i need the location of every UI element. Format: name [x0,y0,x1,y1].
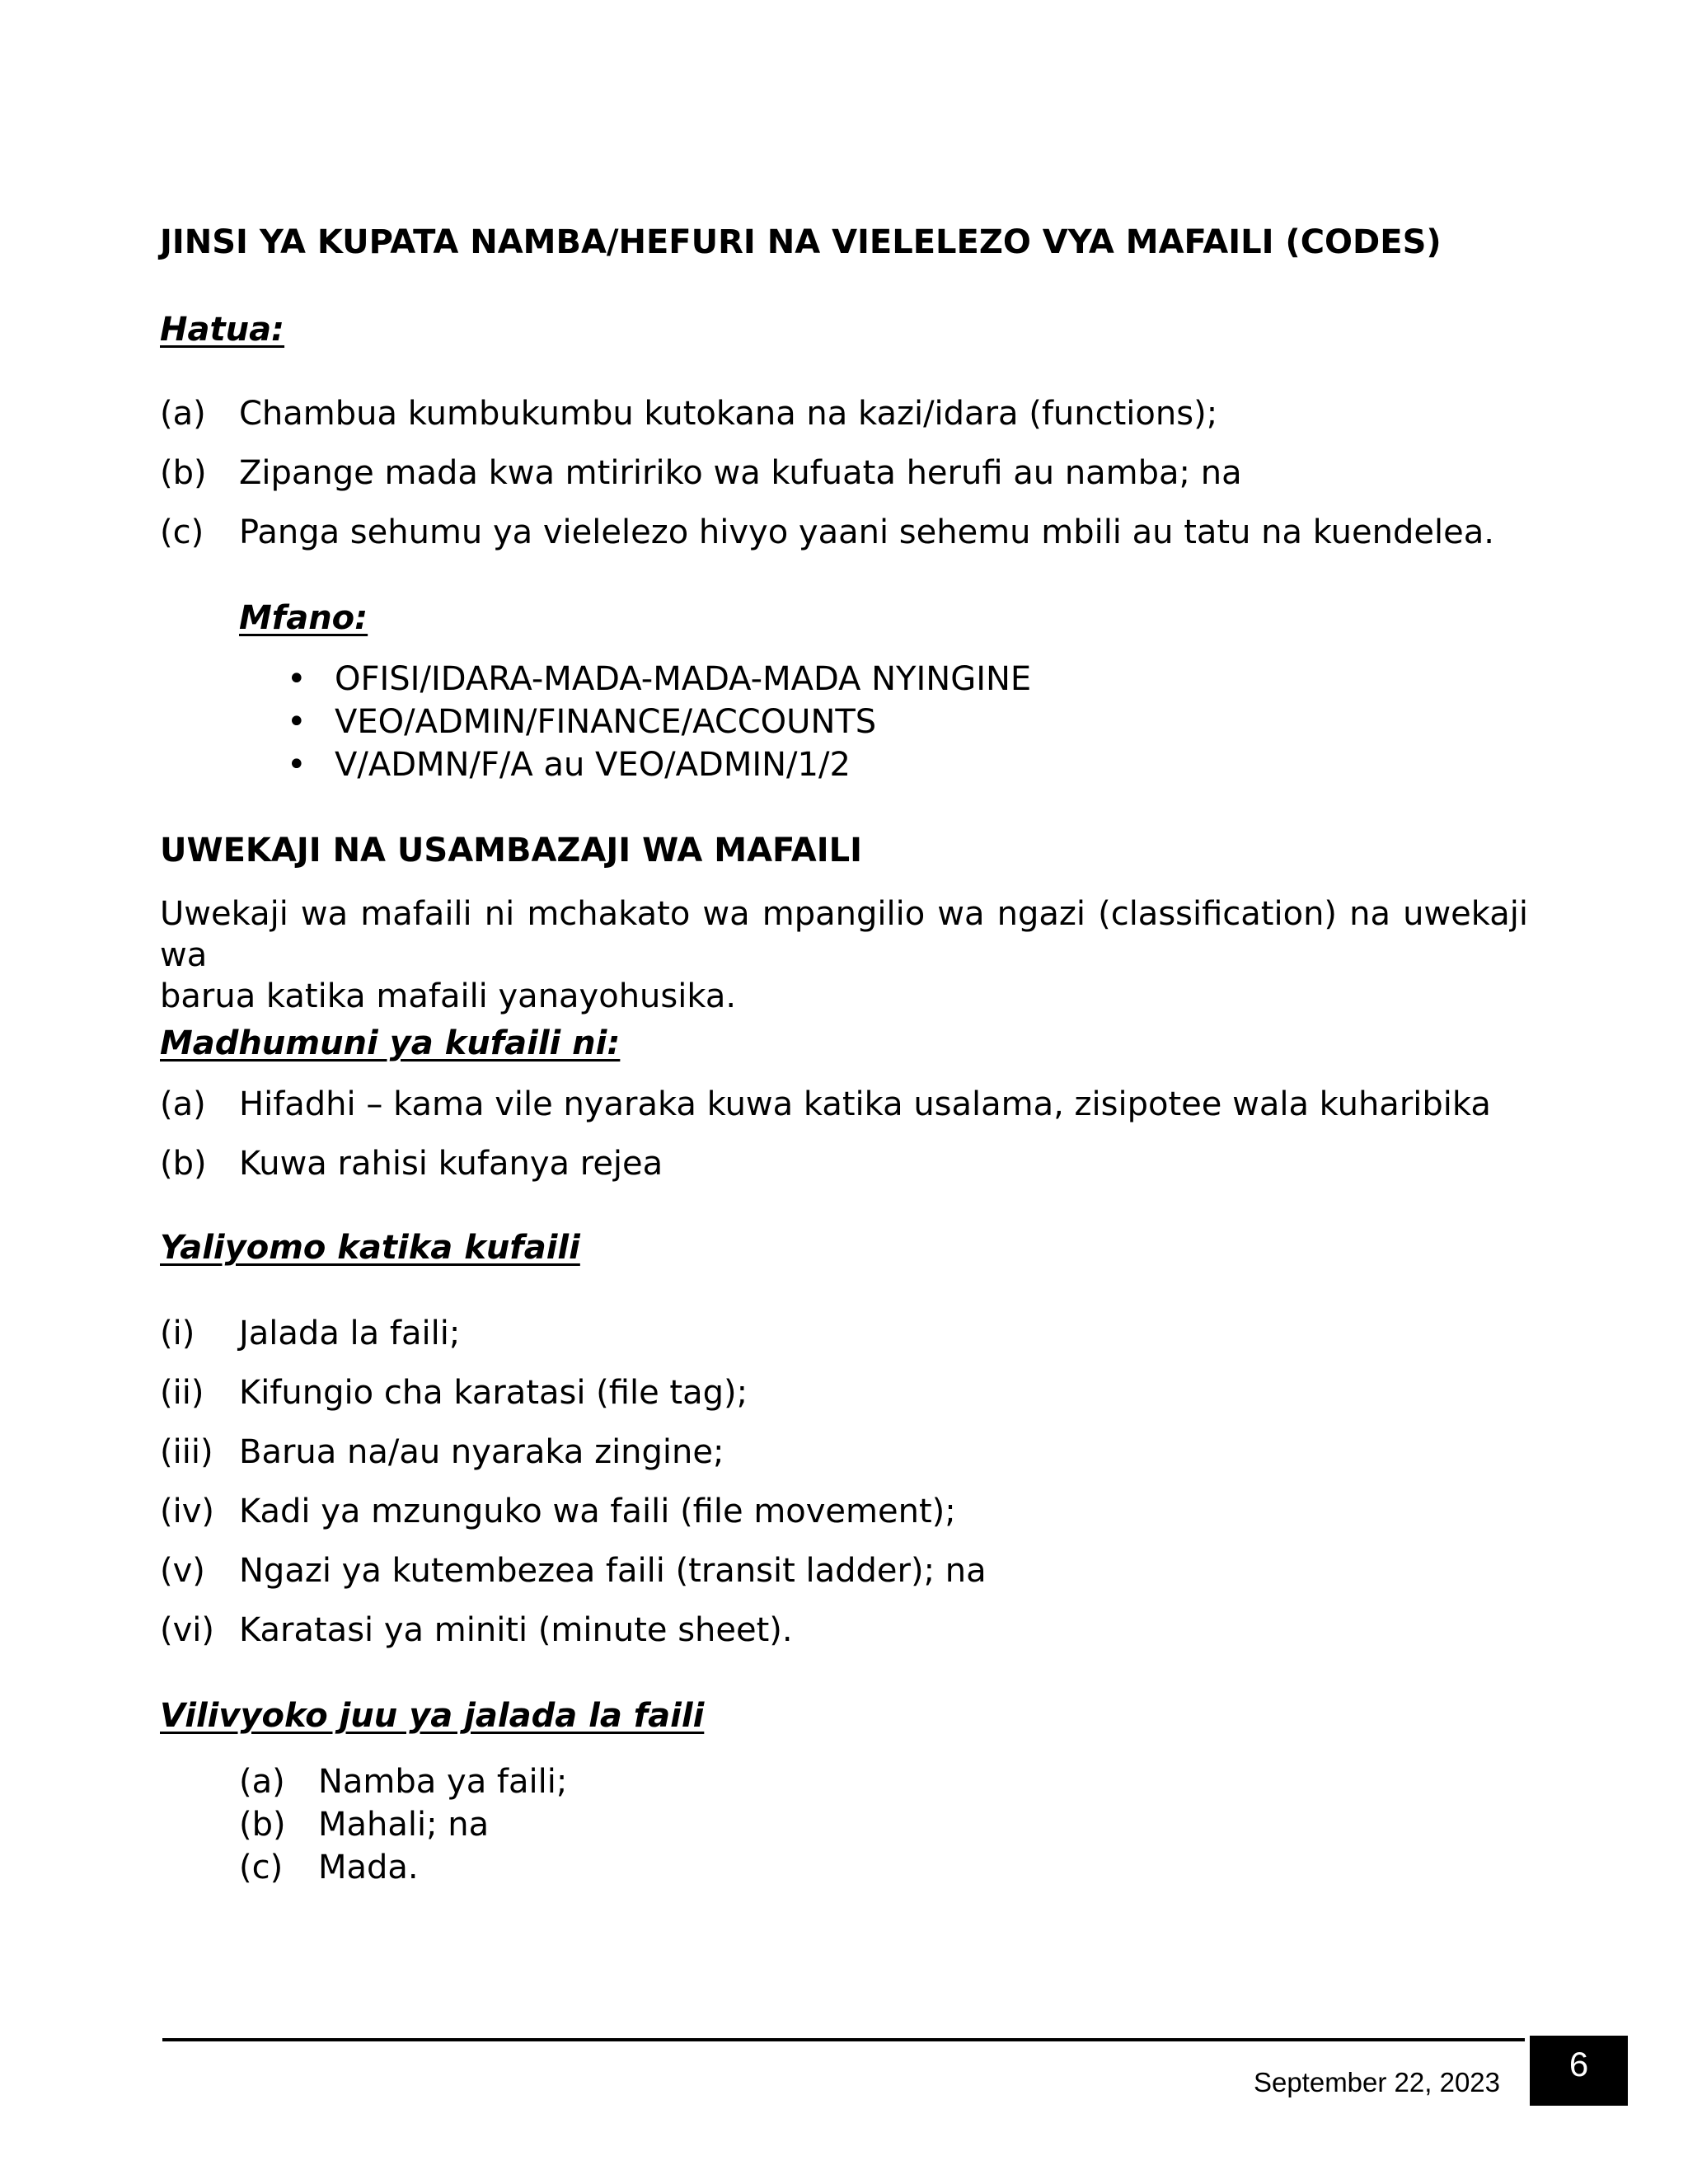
list-item [239,1848,419,1887]
list-item [160,1432,724,1472]
list-item [239,1762,567,1802]
list-text: Ngazi ya kutembezea faili (transit ladder); na [239,1552,987,1590]
list-item [160,453,1242,493]
bullet-text: V/ADMN/F/A au VEO/ADMIN/1/2 [335,746,851,784]
list-text: Barua na/au nyaraka zingine; [239,1433,724,1471]
list-item [160,1492,956,1531]
section-heading: UWEKAJI NA USAMBAZAJI WA MAFAILI [160,832,862,869]
bullet-text: VEO/ADMIN/FINANCE/ACCOUNTS [335,703,877,741]
list-text: Zipange mada kwa mtiririko wa kufuata herufi au namba; na [239,454,1242,492]
page-title: JINSI YA KUPATA NAMBA/HEFURI NA VIELELEZO VYA MAFAILI (CODES) [160,223,1442,261]
list-text: Jalada la faili; [239,1315,461,1352]
paragraph-line: Uwekaji wa mafaili ni mchakato wa mpangilio wa ngazi (classification) na uwekaji wa [160,895,1528,974]
list-text: Kifungio cha karatasi (file tag); [239,1374,748,1412]
list-text: Namba ya faili; [318,1763,568,1801]
list-item [239,1805,489,1844]
bullet-icon: • [287,746,307,784]
mfano-heading: Mfano: [239,599,368,637]
list-item [160,1314,460,1353]
list-marker: (a) [160,395,206,433]
list-item [160,1085,1491,1124]
list-text: Kadi ya mzunguko wa faili (file movement); [239,1493,956,1530]
list-text: Kuwa rahisi kufanya rejea [239,1145,663,1183]
list-marker: (b) [160,454,207,492]
list-text: Panga sehumu ya vielelezo hivyo yaani sehemu mbili au tatu na kuendelea. [239,513,1494,551]
page-number: 6 [1530,2036,1628,2106]
list-marker: (i) [160,1315,195,1352]
list-marker: (vi) [160,1611,214,1649]
list-item [160,394,1217,434]
list-item [160,513,1494,552]
list-marker: (ii) [160,1374,204,1412]
bullet-item [287,659,1031,699]
madhumuni-heading: Madhumuni ya kufaili ni: [160,1024,621,1062]
list-text: Chambua kumbukumbu kutokana na kazi/idara (functions); [239,395,1218,433]
list-text: Mahali; na [318,1806,490,1844]
bullet-icon: • [287,660,307,698]
list-item [160,1373,748,1413]
bullet-text: OFISI/IDARA-MADA-MADA-MADA NYINGINE [335,660,1032,698]
paragraph-line: barua katika mafaili yanayohusika. [160,977,737,1015]
footer-divider [162,2038,1525,2041]
list-marker: (b) [239,1806,286,1844]
bullet-item [287,702,876,742]
bullet-icon: • [287,703,307,741]
hatua-heading: Hatua: [160,311,285,349]
list-marker: (b) [160,1145,207,1183]
list-marker: (v) [160,1552,205,1590]
section-paragraph [160,893,1528,1017]
list-marker: (a) [160,1085,206,1123]
list-marker: (c) [160,513,204,551]
list-marker: (iii) [160,1433,213,1471]
list-text: Mada. [318,1849,419,1886]
list-item [160,1610,793,1650]
list-item [160,1144,663,1183]
list-marker: (c) [239,1849,284,1886]
list-item [160,1551,987,1591]
yaliyomo-heading: Yaliyomo katika kufaili [160,1229,580,1267]
list-text: Karatasi ya miniti (minute sheet). [239,1611,793,1649]
list-marker: (iv) [160,1493,214,1530]
footer-date: September 22, 2023 [1253,2067,1500,2097]
list-marker: (a) [239,1763,285,1801]
vilivyoko-heading: Vilivyoko juu ya jalada la faili [160,1697,705,1735]
list-text: Hifadhi – kama vile nyaraka kuwa katika usalama, zisipotee wala kuharibika [239,1085,1491,1123]
bullet-item [287,745,851,785]
